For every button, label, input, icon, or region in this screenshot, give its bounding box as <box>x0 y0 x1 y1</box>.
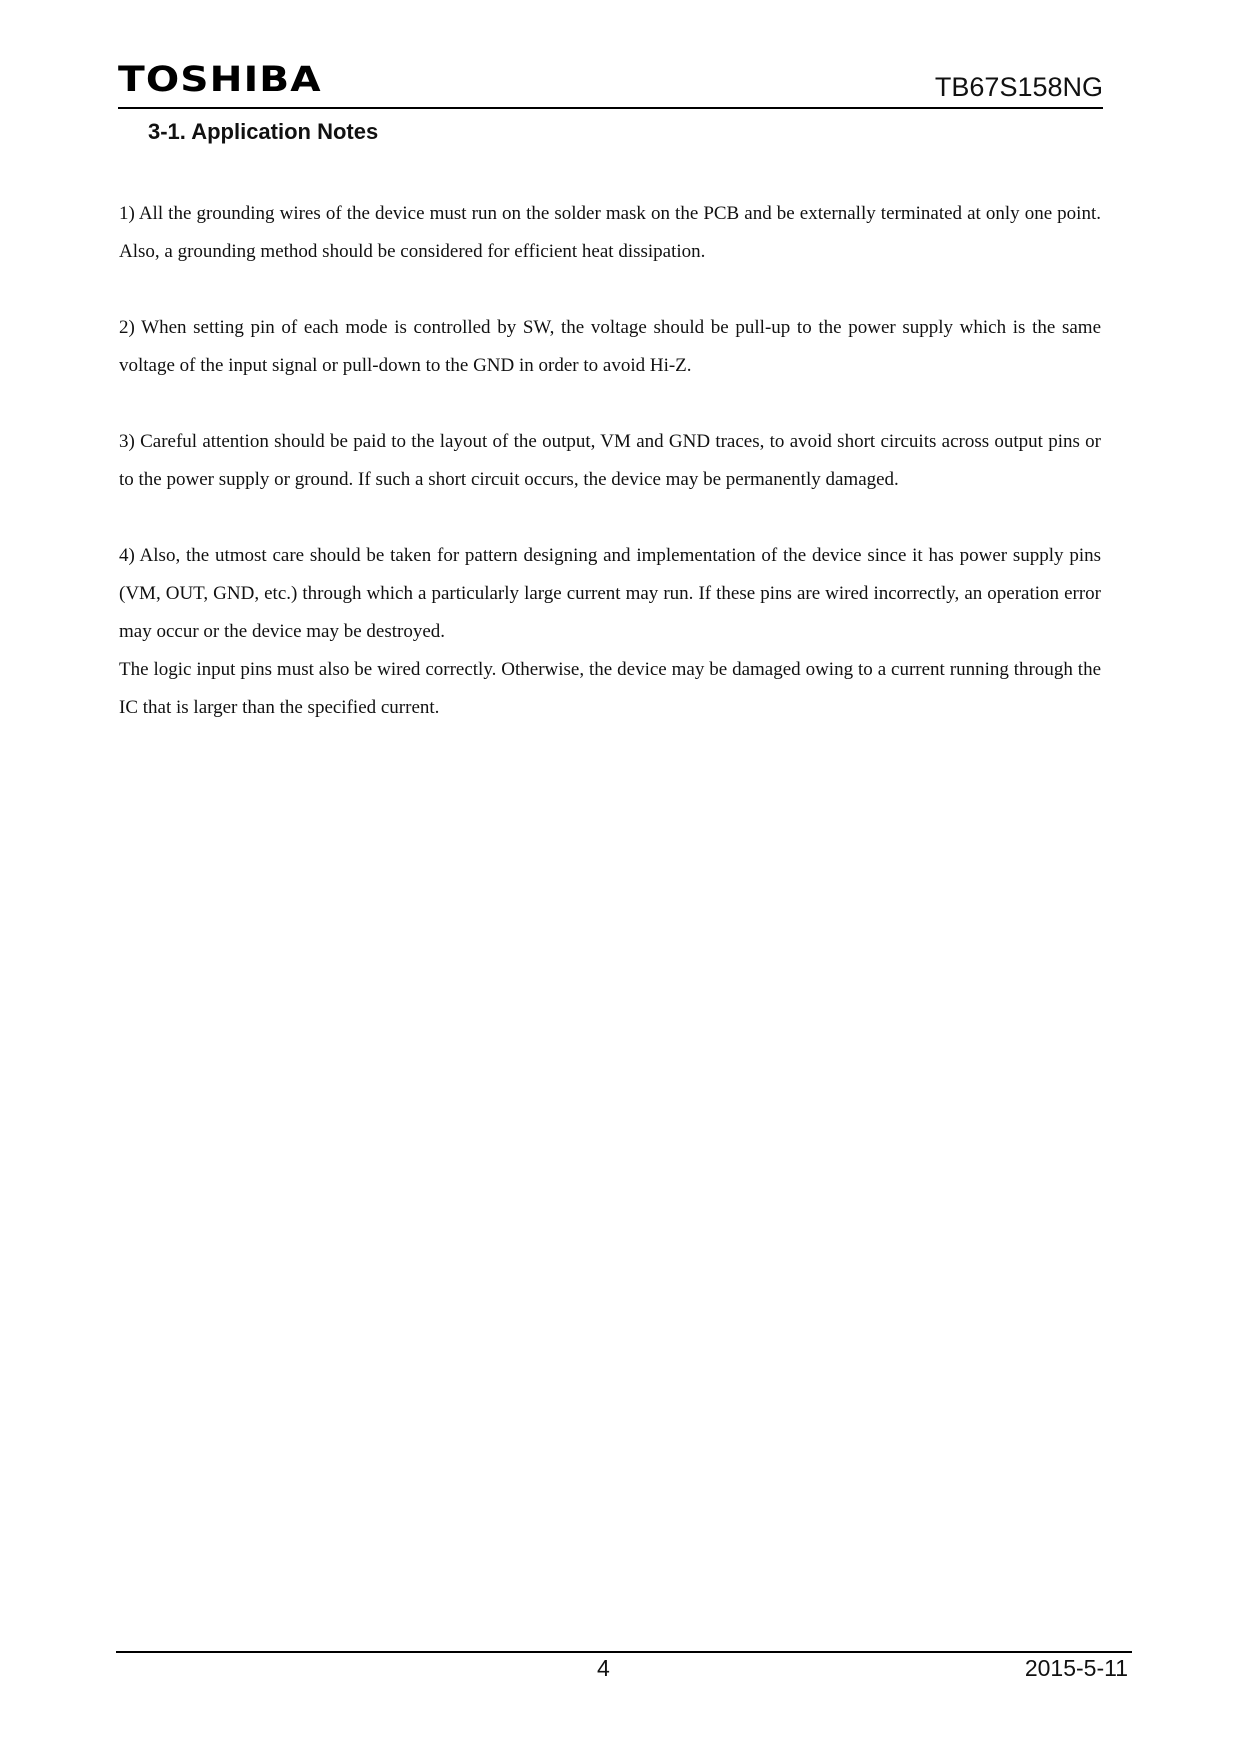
footer-date: 2015-5-11 <box>1024 1655 1128 1681</box>
brand-logo: TOSHIBA <box>118 60 322 100</box>
note-1: 1) All the grounding wires of the device must run on the solder mask on the PCB and be externally terminated at only one point. Also, a grounding method should be considered for efficient heat dissipation. <box>119 203 1101 262</box>
notes-body <box>119 195 1101 765</box>
note-4-continuation: The logic input pins must also be wired correctly. Otherwise, the device may be damaged owing to a current running through the IC that is larger than the specified current. <box>119 659 1101 718</box>
note-4: 4) Also, the utmost care should be taken for pattern designing and implementation of the device since it has power supply pins (VM, OUT, GND, etc.) through which a particularly large current may run. If these pins are wired incorrectly, an operation error may occur or the device may be destroyed. <box>119 545 1101 642</box>
part-number: TB67S158NG <box>934 72 1103 102</box>
section-title: 3-1. Application Notes <box>148 119 379 144</box>
note-2: 2) When setting pin of each mode is controlled by SW, the voltage should be pull-up to the power supply which is the same voltage of the input signal or pull-down to the GND in order to avoid Hi-Z. <box>119 317 1101 376</box>
footer-divider <box>116 1651 1132 1653</box>
header-divider <box>118 107 1103 109</box>
page-number: 4 <box>597 1655 610 1681</box>
note-3: 3) Careful attention should be paid to the layout of the output, VM and GND traces, to avoid short circuits across output pins or to the power supply or ground. If such a short circuit occurs, the device may be permanently damaged. <box>119 431 1101 490</box>
